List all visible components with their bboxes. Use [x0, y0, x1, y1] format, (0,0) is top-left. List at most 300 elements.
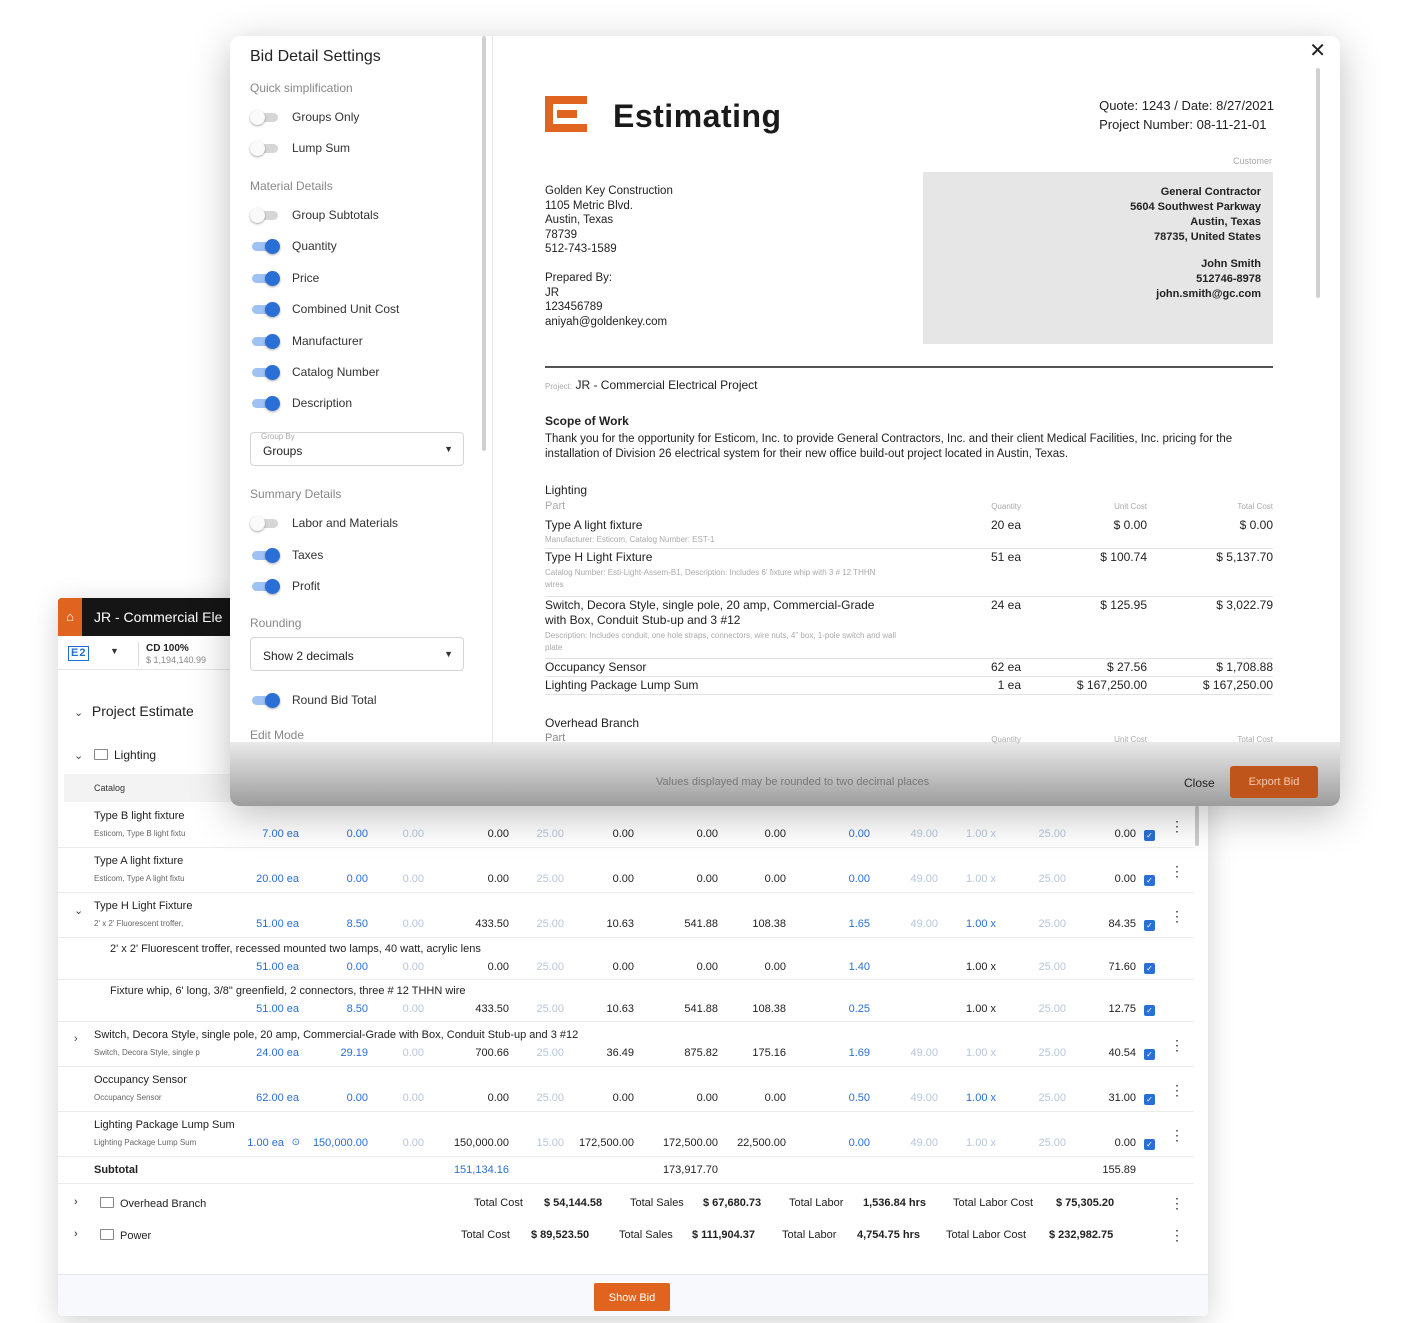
qty-header: Quantity [991, 735, 1021, 744]
profit-cell: 175.16 [752, 1047, 786, 1059]
project-tiny-label: Project: [545, 382, 573, 391]
export-bid-button[interactable]: Export Bid [1230, 766, 1318, 798]
toggle-label: Lump Sum [292, 140, 351, 155]
profit-cell: 108.38 [752, 1003, 786, 1015]
toggle-description[interactable] [250, 394, 352, 414]
show-bid-button[interactable]: Show Bid [594, 1283, 670, 1311]
cost-cell: 150,000.00 [453, 1137, 509, 1149]
group-label: Lighting [114, 748, 157, 762]
labor-unit-cell[interactable]: 1.65 [848, 918, 870, 930]
toggle-label: Group Subtotals [292, 207, 379, 222]
labor-unit-cell[interactable]: 1.40 [848, 961, 870, 973]
labor-rate-cell[interactable]: 49.00 [910, 873, 938, 885]
customer-street: 5604 Southwest Parkway [1130, 201, 1261, 213]
preparer-phone: 123456789 [545, 301, 603, 314]
sale-cell: 875.82 [684, 1047, 718, 1059]
item-name: Type A light fixture [94, 855, 184, 867]
customer-name: General Contractor [1160, 186, 1261, 198]
sale-cell: 541.88 [684, 1003, 718, 1015]
bid-line-item [545, 678, 1273, 695]
item-name: Type H Light Fixture [94, 900, 193, 912]
markup-cell[interactable]: 25.00 [536, 828, 564, 840]
burden-cell[interactable]: 25.00 [1038, 873, 1066, 885]
qty-cell[interactable]: 51.00 ea [256, 961, 299, 973]
tax-cell[interactable]: 0.00 [402, 1003, 424, 1015]
row-checkbox[interactable]: ✓ [1144, 1094, 1155, 1105]
unit-cost-cell[interactable]: 0.00 [346, 1092, 368, 1104]
bid-line-item [545, 660, 1273, 677]
toggle-price[interactable] [250, 269, 319, 289]
unit-cost-cell[interactable]: 0.00 [346, 961, 368, 973]
contact-email: john.smith@gc.com [1156, 288, 1261, 300]
toggle-label: Labor and Materials [292, 515, 399, 530]
total-labor-cost-label: Total Labor Cost [946, 1229, 1027, 1241]
chevron-right-icon[interactable]: › [74, 1228, 78, 1240]
labor-hours-cell: 31.00 [1108, 1092, 1136, 1104]
group-by-select[interactable] [250, 432, 464, 466]
unit-cost-header: Unit Cost [1114, 735, 1147, 744]
brand-name: Estimating [613, 98, 782, 134]
total-cost-value: $ 89,523.50 [531, 1229, 590, 1241]
total-cost-label: Total Cost [474, 1197, 523, 1209]
labor-rate-cell[interactable]: 49.00 [910, 1137, 938, 1149]
scope-text: Thank you for the opportunity for Esticom, Inc. to provide General Contractors, Inc. and their client Medical Facilities, Inc. pricing for the installation of Division 26 electrical system for their new office build-out project located in Austin, Texas. [545, 433, 1233, 460]
toggle-label: Combined Unit Cost [292, 301, 400, 316]
burden-cell[interactable]: 25.00 [1038, 1137, 1066, 1149]
part-description: Fixture whip, 6' long, 3/8" greenfield, 2 connectors, three # 12 THHN wire [110, 985, 466, 997]
line-unit: $ 0.00 [1113, 518, 1147, 532]
more-icon[interactable]: ⋮ [1170, 1195, 1184, 1211]
total-cost-value: $ 54,144.58 [544, 1197, 603, 1209]
toggle-group-subtotals[interactable] [250, 206, 379, 226]
settings-title: Bid Detail Settings [250, 48, 381, 65]
markup-cell[interactable]: 25.00 [536, 961, 564, 973]
labor-hours-cell: 0.00 [1114, 828, 1136, 840]
sale-cell: 541.88 [684, 918, 718, 930]
toggle-switch[interactable] [250, 548, 280, 562]
assembly-part-row[interactable] [58, 939, 1194, 980]
profit-cell: 0.00 [764, 873, 786, 885]
project-number: Project Number: 08-11-21-01 [1099, 117, 1267, 132]
toggle-switch[interactable] [250, 334, 280, 348]
group-label: Power [120, 1230, 152, 1242]
sale-cell: 172,500.00 [662, 1137, 718, 1149]
line-total: $ 5,137.70 [1216, 550, 1273, 564]
total-labor-cost-value: $ 232,982.75 [1049, 1229, 1114, 1241]
chevron-down-icon[interactable]: ⌄ [74, 707, 84, 719]
toggle-label: Description [292, 395, 353, 410]
markup-cell[interactable]: 15.00 [536, 1137, 564, 1149]
toggle-switch[interactable] [250, 365, 280, 379]
group-label: Overhead Branch [120, 1198, 207, 1210]
group-lighting[interactable] [74, 748, 156, 762]
subtotal-label: Subtotal [94, 1164, 138, 1176]
labor-hours-cell: 71.60 [1108, 961, 1136, 973]
qty-cell[interactable]: 7.00 ea [262, 828, 299, 840]
profit-cell: 0.00 [764, 961, 786, 973]
section-quick: Quick simplification [250, 81, 353, 95]
section-edit-mode: Edit Mode [250, 728, 305, 742]
labor-unit-cell[interactable]: 0.00 [848, 828, 870, 840]
more-icon[interactable]: ⋮ [1170, 1227, 1184, 1243]
unit-cost-cell[interactable]: 8.50 [346, 1003, 368, 1015]
profit-cell: 22,500.00 [737, 1137, 786, 1149]
home-icon[interactable]: ⌂ [58, 598, 82, 636]
line-total: $ 1,708.88 [1216, 660, 1273, 674]
more-icon[interactable]: ⋮ [1170, 818, 1184, 834]
select-value: Show 2 decimals [263, 649, 354, 663]
item-catalog: Switch, Decora Style, single p [94, 1048, 200, 1057]
chevron-down-icon[interactable]: ▼ [110, 646, 119, 656]
toggle-catalog-number[interactable] [250, 363, 379, 383]
item-name: Occupancy Sensor [94, 1074, 187, 1086]
catalog-label: Catalog [94, 783, 126, 793]
quote-line: Quote: 1243 / Date: 8/27/2021 [1099, 98, 1274, 113]
total-labor-cost-label: Total Labor Cost [953, 1197, 1034, 1209]
more-icon[interactable]: ⋮ [1170, 908, 1184, 924]
toggle-label: Price [292, 270, 320, 285]
labor-hours-cell: 0.00 [1114, 1137, 1136, 1149]
toggle-label: Round Bid Total [292, 692, 377, 707]
item-name: Switch, Decora Style, single pole, 20 amp, Commercial-Grade with Box, Conduit Stub-up and 3 #12 [94, 1029, 579, 1041]
table-scrollbar[interactable] [1195, 806, 1199, 846]
line-name: Switch, Decora Style, single pole, 20 amp, Commercial-Grade with Box, Conduit Stub-up and 3 #12 [545, 598, 875, 627]
unit-sale-cell: 36.49 [606, 1047, 634, 1059]
settings-scrollbar[interactable] [482, 36, 486, 451]
qty-cell[interactable]: 51.00 ea [256, 1003, 299, 1015]
sale-cell: 0.00 [696, 961, 718, 973]
burden-cell[interactable]: 25.00 [1038, 1047, 1066, 1059]
labor-hours-cell: 12.75 [1108, 1003, 1136, 1015]
markup-cell[interactable]: 25.00 [536, 1003, 564, 1015]
more-icon[interactable]: ⋮ [1170, 863, 1184, 879]
row-checkbox[interactable]: ✓ [1144, 830, 1155, 841]
labor-unit-cell[interactable]: 0.00 [848, 873, 870, 885]
close-button[interactable]: Close [1184, 776, 1215, 790]
customer-box [923, 172, 1273, 344]
unit-sale-cell: 0.00 [612, 828, 634, 840]
company-street: 1105 Metric Blvd. [545, 199, 633, 212]
row-checkbox[interactable]: ✓ [1144, 1049, 1155, 1060]
cost-cell: 0.00 [487, 961, 509, 973]
labor-unit-cell[interactable]: 0.00 [848, 1137, 870, 1149]
tax-cell[interactable]: 0.00 [402, 918, 424, 930]
section-rounding: Rounding [250, 616, 302, 630]
cd-version-amount: $ 1,194,140.99 [146, 655, 207, 665]
burden-cell[interactable]: 25.00 [1038, 1092, 1066, 1104]
row-checkbox[interactable]: ✓ [1144, 963, 1155, 974]
line-name: Lighting Package Lump Sum [545, 678, 699, 692]
toggle-combined-unit-cost[interactable] [250, 300, 399, 320]
factor-cell: 1.00 x [966, 1003, 996, 1015]
total-labor-label: Total Labor [782, 1229, 837, 1241]
bid-settings-panel [230, 36, 490, 746]
more-icon[interactable]: ⋮ [1170, 1037, 1184, 1053]
item-name: Type B light fixture [94, 810, 185, 822]
tax-cell[interactable]: 0.00 [402, 1137, 424, 1149]
toggle-taxes[interactable] [250, 546, 323, 566]
unit-cost-header: Unit Cost [1114, 502, 1147, 511]
toggle-label: Profit [292, 578, 321, 593]
total-sales-value: $ 67,680.73 [703, 1197, 762, 1209]
line-qty: 20 ea [990, 518, 1021, 532]
toggle-switch[interactable] [250, 302, 280, 316]
chevron-right-icon[interactable]: › [74, 1033, 78, 1045]
project-estimate-header[interactable] [74, 703, 194, 719]
project-title: JR - Commercial Ele [94, 609, 223, 625]
line-desc: Description: Includes conduit, one hole straps, connectors, wire nuts, 4" box, 1-pole switch and wall plate [545, 631, 897, 652]
line-qty: 51 ea [990, 550, 1021, 564]
toggle-switch[interactable] [250, 271, 280, 285]
toggle-label: Quantity [292, 238, 337, 253]
company-phone: 512-743-1589 [545, 243, 617, 256]
header-divider [545, 366, 1273, 368]
total-sales-value: $ 111,904.37 [692, 1229, 756, 1241]
unit-cost-cell[interactable]: 29.19 [340, 1047, 368, 1059]
total-sales-label: Total Sales [619, 1229, 673, 1241]
qty-cell[interactable]: 24.00 ea [256, 1047, 299, 1059]
more-icon[interactable]: ⋮ [1170, 1127, 1184, 1143]
line-total: $ 167,250.00 [1202, 678, 1273, 692]
contact-phone: 512746-8978 [1196, 273, 1261, 285]
toggle-round-bid-total[interactable] [250, 691, 377, 711]
tax-cell[interactable]: 0.00 [402, 873, 424, 885]
section-lighting: Lighting [545, 483, 588, 497]
preparer-name: JR [545, 286, 560, 299]
qty-header: Quantity [991, 502, 1021, 511]
cost-cell: 0.00 [487, 1092, 509, 1104]
labor-rate-cell[interactable]: 49.00 [910, 1092, 938, 1104]
factor-cell[interactable]: 1.00 x [966, 828, 996, 840]
labor-unit-cell[interactable]: 0.25 [848, 1003, 870, 1015]
folder-icon [100, 1197, 114, 1208]
toggle-switch[interactable] [250, 579, 280, 593]
line-unit: $ 100.74 [1100, 550, 1147, 564]
cost-cell: 0.00 [487, 873, 509, 885]
subtotal-row [58, 1154, 1194, 1184]
toggle-label: Groups Only [292, 109, 360, 124]
row-checkbox[interactable]: ✓ [1144, 1005, 1155, 1016]
labor-hours-cell: 40.54 [1108, 1047, 1136, 1059]
cd-version-label[interactable]: CD 100% [146, 643, 189, 654]
assembly-part-row[interactable] [58, 981, 1194, 1022]
customer-zip: 78735, United States [1154, 231, 1261, 243]
markup-cell[interactable]: 25.00 [536, 918, 564, 930]
subtotal-hours: 155.89 [1102, 1164, 1136, 1176]
tax-cell[interactable]: 0.00 [402, 961, 424, 973]
part-header: Part [545, 732, 566, 744]
toggle-quantity[interactable] [250, 237, 337, 257]
qty-cell[interactable]: 1.00 ea [247, 1137, 284, 1149]
line-total: $ 0.00 [1239, 518, 1273, 532]
subtotal-cost: 151,134.16 [453, 1164, 509, 1176]
bid-line-item [545, 518, 1273, 549]
toggle-label: Catalog Number [292, 364, 380, 379]
profit-cell: 0.00 [764, 828, 786, 840]
unit-cost-cell[interactable]: 150,000.00 [312, 1137, 368, 1149]
chevron-right-icon[interactable]: › [74, 1196, 78, 1208]
toggle-switch[interactable] [250, 239, 280, 253]
factor-cell[interactable]: 1.00 x [966, 1092, 996, 1104]
chevron-down-icon: ▼ [444, 649, 453, 659]
total-cost-header: Total Cost [1237, 502, 1273, 511]
qty-cell[interactable]: 51.00 ea [256, 918, 299, 930]
profit-cell: 108.38 [752, 918, 786, 930]
section-overhead: Overhead Branch [545, 716, 640, 730]
project-estimate-label: Project Estimate [91, 703, 194, 719]
sale-cell: 0.00 [696, 828, 718, 840]
cost-cell: 0.00 [487, 828, 509, 840]
bid-line-item [545, 550, 1273, 597]
factor-cell[interactable]: 1.00 x [966, 873, 996, 885]
factor-cell[interactable]: 1.00 x [966, 1137, 996, 1149]
labor-rate-cell[interactable]: 49.00 [910, 918, 938, 930]
line-total: $ 3,022.79 [1216, 598, 1273, 612]
part-description: 2' x 2' Fluorescent troffer, recessed mounted two lamps, 40 watt, acrylic lens [110, 943, 481, 955]
table-row[interactable] [58, 1023, 1194, 1067]
section-material: Material Details [250, 179, 333, 193]
toggle-manufacturer[interactable] [250, 332, 363, 352]
line-name: Type H Light Fixture [545, 550, 653, 564]
total-labor-value: 1,536.84 hrs [863, 1197, 926, 1209]
unit-cost-cell[interactable]: 8.50 [346, 918, 368, 930]
labor-hours-cell: 84.35 [1108, 918, 1136, 930]
preview-scrollbar[interactable] [1316, 68, 1320, 298]
toggle-label: Manufacturer [292, 333, 363, 348]
part-header: Part [545, 500, 566, 512]
unit-sale-cell: 10.63 [606, 918, 634, 930]
line-unit: $ 167,250.00 [1076, 678, 1147, 692]
quote-info [1099, 96, 1274, 134]
total-cost-header: Total Cost [1237, 735, 1273, 744]
markup-cell[interactable]: 25.00 [536, 873, 564, 885]
tax-cell[interactable]: 0.00 [402, 1047, 424, 1059]
total-sales-label: Total Sales [630, 1197, 684, 1209]
line-desc: Catalog Number: Esti-Light-Assem-B1, Description: Includes 6' fixture whip with 3 # 12 THHN wires [545, 568, 876, 589]
cost-cell: 700.66 [475, 1047, 509, 1059]
close-icon[interactable]: ✕ [1309, 40, 1326, 62]
estimating-logo [545, 96, 587, 136]
tax-cell[interactable]: 0.00 [402, 1092, 424, 1104]
unit-cost-cell[interactable]: 0.00 [346, 873, 368, 885]
unit-sale-cell: 10.63 [606, 1003, 634, 1015]
toggle-switch[interactable] [250, 110, 280, 124]
table-row[interactable] [58, 894, 1194, 938]
toggle-label: Taxes [292, 547, 324, 562]
burden-cell[interactable]: 25.00 [1038, 918, 1066, 930]
chevron-down-icon[interactable]: ⌄ [74, 905, 84, 917]
markup-cell[interactable]: 25.00 [536, 1092, 564, 1104]
company-zip: 78739 [545, 228, 577, 241]
burden-cell[interactable]: 25.00 [1038, 961, 1066, 973]
scope-title: Scope of Work [545, 414, 629, 428]
unit-cost-cell[interactable]: 0.00 [346, 828, 368, 840]
bid-line-item [545, 598, 1273, 659]
table-row[interactable] [58, 1068, 1194, 1112]
bid-detail-modal [230, 36, 1340, 806]
customer-city: Austin, Texas [1190, 216, 1261, 228]
folder-icon [94, 749, 108, 760]
labor-unit-cell[interactable]: 1.69 [848, 1047, 870, 1059]
burden-cell[interactable]: 25.00 [1038, 1003, 1066, 1015]
row-checkbox[interactable]: ✓ [1144, 1139, 1155, 1150]
subtotal-sale: 173,917.70 [662, 1164, 718, 1176]
item-catalog: Occupancy Sensor [94, 1093, 162, 1102]
table-row[interactable] [58, 1113, 1194, 1157]
qty-cell[interactable]: 20.00 ea [256, 873, 299, 885]
toggle-switch[interactable] [250, 141, 280, 155]
contact-name: John Smith [1201, 258, 1261, 270]
labor-hours-cell: 0.00 [1114, 873, 1136, 885]
labor-rate-cell[interactable]: 49.00 [910, 1047, 938, 1059]
total-labor-label: Total Labor [789, 1197, 844, 1209]
toggle-switch[interactable] [250, 396, 280, 410]
cost-cell: 433.50 [475, 1003, 509, 1015]
cost-cell: 433.50 [475, 918, 509, 930]
toggle-labor-materials[interactable] [250, 514, 398, 534]
factor-cell[interactable]: 1.00 x [966, 1047, 996, 1059]
folder-icon [100, 1229, 114, 1240]
item-name: Lighting Package Lump Sum [94, 1119, 235, 1131]
row-checkbox[interactable]: ✓ [1144, 875, 1155, 886]
line-qty: 62 ea [990, 660, 1021, 674]
group-power[interactable] [58, 1220, 1194, 1252]
toggle-switch[interactable] [250, 693, 280, 707]
table-row[interactable] [58, 849, 1194, 893]
line-unit: $ 27.56 [1106, 660, 1147, 674]
toggle-lump-sum[interactable] [250, 139, 350, 159]
project-line [545, 378, 758, 392]
section-summary: Summary Details [250, 487, 342, 501]
toggle-groups-only[interactable] [250, 108, 359, 128]
prepared-by-label: Prepared By: [545, 271, 613, 284]
view-toggle-icon[interactable]: E2 [68, 646, 89, 661]
rounding-select[interactable] [250, 637, 464, 671]
project-name: JR - Commercial Electrical Project [575, 378, 758, 392]
chevron-down-icon[interactable]: ⌄ [74, 750, 84, 762]
company-address [545, 184, 673, 329]
select-value: Groups [263, 444, 303, 458]
labor-rate-cell[interactable]: 49.00 [910, 828, 938, 840]
more-icon[interactable]: ⋮ [1170, 1082, 1184, 1098]
tax-cell[interactable]: 0.00 [402, 828, 424, 840]
factor-cell[interactable]: 1.00 x [966, 918, 996, 930]
unit-sale-cell: 0.00 [612, 1092, 634, 1104]
line-qty: 24 ea [990, 598, 1021, 612]
markup-cell[interactable]: 25.00 [536, 1047, 564, 1059]
burden-cell[interactable]: 25.00 [1038, 828, 1066, 840]
table-row[interactable] [58, 804, 1194, 848]
rounding-note: Values displayed may be rounded to two decimal places [656, 776, 930, 788]
info-icon[interactable]: ⊙ [291, 1137, 300, 1148]
item-catalog: Lighting Package Lump Sum [94, 1138, 197, 1147]
row-checkbox[interactable]: ✓ [1144, 920, 1155, 931]
sale-cell: 0.00 [696, 873, 718, 885]
toolbar-divider [138, 642, 139, 666]
toggle-profit[interactable] [250, 577, 320, 597]
total-labor-cost-value: $ 75,305.20 [1056, 1197, 1115, 1209]
qty-cell[interactable]: 62.00 ea [256, 1092, 299, 1104]
company-name: Golden Key Construction [545, 185, 673, 197]
total-labor-value: 4,754.75 hrs [857, 1229, 920, 1241]
toggle-switch[interactable] [250, 208, 280, 222]
toggle-switch[interactable] [250, 516, 280, 530]
group-overhead-branch[interactable] [58, 1188, 1194, 1220]
chevron-down-icon: ▼ [444, 444, 453, 454]
labor-unit-cell[interactable]: 0.50 [848, 1092, 870, 1104]
sale-cell: 0.00 [696, 1092, 718, 1104]
preparer-email: aniyah@goldenkey.com [545, 315, 668, 328]
